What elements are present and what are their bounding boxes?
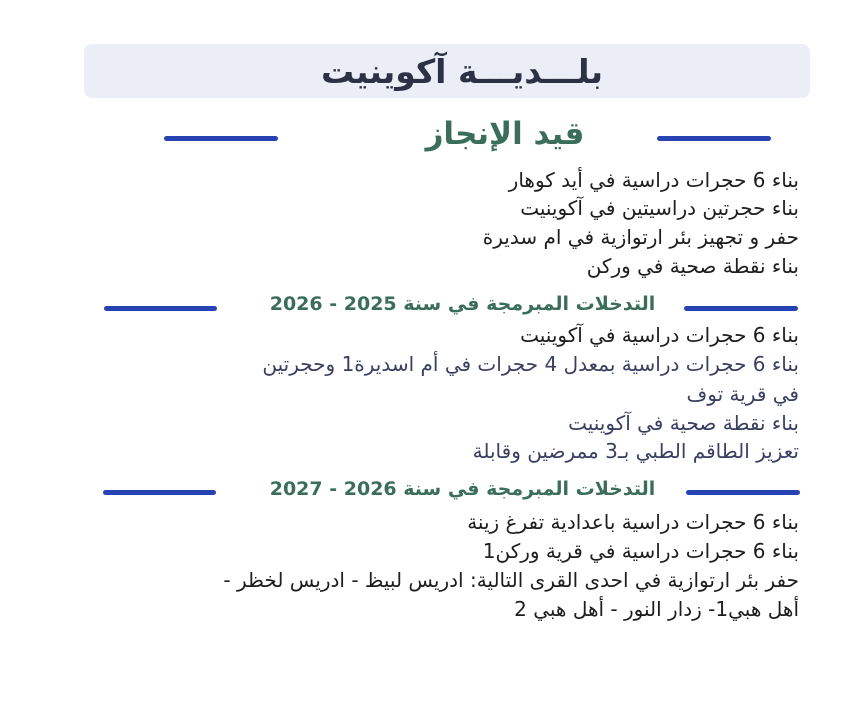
achievements-title: قيد الإنجاز	[425, 116, 585, 152]
plan-2026-rule-right	[686, 490, 800, 495]
achievements-rule-left	[164, 136, 278, 141]
plan-2025-title: التدخلات المبرمجة في سنة 2025 - 2026	[269, 293, 656, 315]
achievement-item: حفر و تجهيز بئر ارتوازية في ام سديرة	[482, 225, 799, 249]
achievement-item: بناء نقطة صحية في وركن	[586, 254, 799, 278]
plan-2025-item: بناء 6 حجرات دراسية في آكوينيت	[520, 323, 799, 347]
plan-2026-item: أهل هبي1- زدار النور - أهل هبي 2	[514, 597, 799, 621]
plan-2025-item: بناء نقطة صحية في آكوينيت	[568, 411, 799, 435]
achievement-item: بناء 6 حجرات دراسية في أيد كوهار	[508, 168, 799, 192]
achievement-item: بناء حجرتين دراسيتين في آكوينيت	[520, 196, 799, 220]
plan-2026-item: بناء 6 حجرات دراسية في قرية وركن1	[482, 539, 799, 563]
plan-2025-rule-right	[684, 306, 798, 311]
plan-2026-title: التدخلات المبرمجة في سنة 2026 - 2027	[269, 478, 656, 500]
plan-2025-rule-left	[104, 306, 217, 311]
municipality-title-box	[84, 44, 810, 98]
plan-2025-item: في قرية توف	[686, 382, 799, 406]
achievements-rule-right	[657, 136, 771, 141]
plan-2026-item: حفر بئر ارتوازية في احدى القرى التالية: ادريس لبيظ - ادريس لخظر -	[223, 568, 799, 592]
plan-2026-item: بناء 6 حجرات دراسية باعدادية تفرغ زينة	[467, 510, 799, 534]
plan-2025-item: تعزيز الطاقم الطبي بـ3 ممرضين وقابلة	[472, 439, 799, 463]
plan-2025-item: بناء 6 حجرات دراسية بمعدل 4 حجرات في أم اسديرة1 وحجرتين	[262, 352, 799, 376]
municipality-title: بلـــديـــة آكوينيت	[321, 51, 603, 91]
plan-2026-rule-left	[103, 490, 216, 495]
